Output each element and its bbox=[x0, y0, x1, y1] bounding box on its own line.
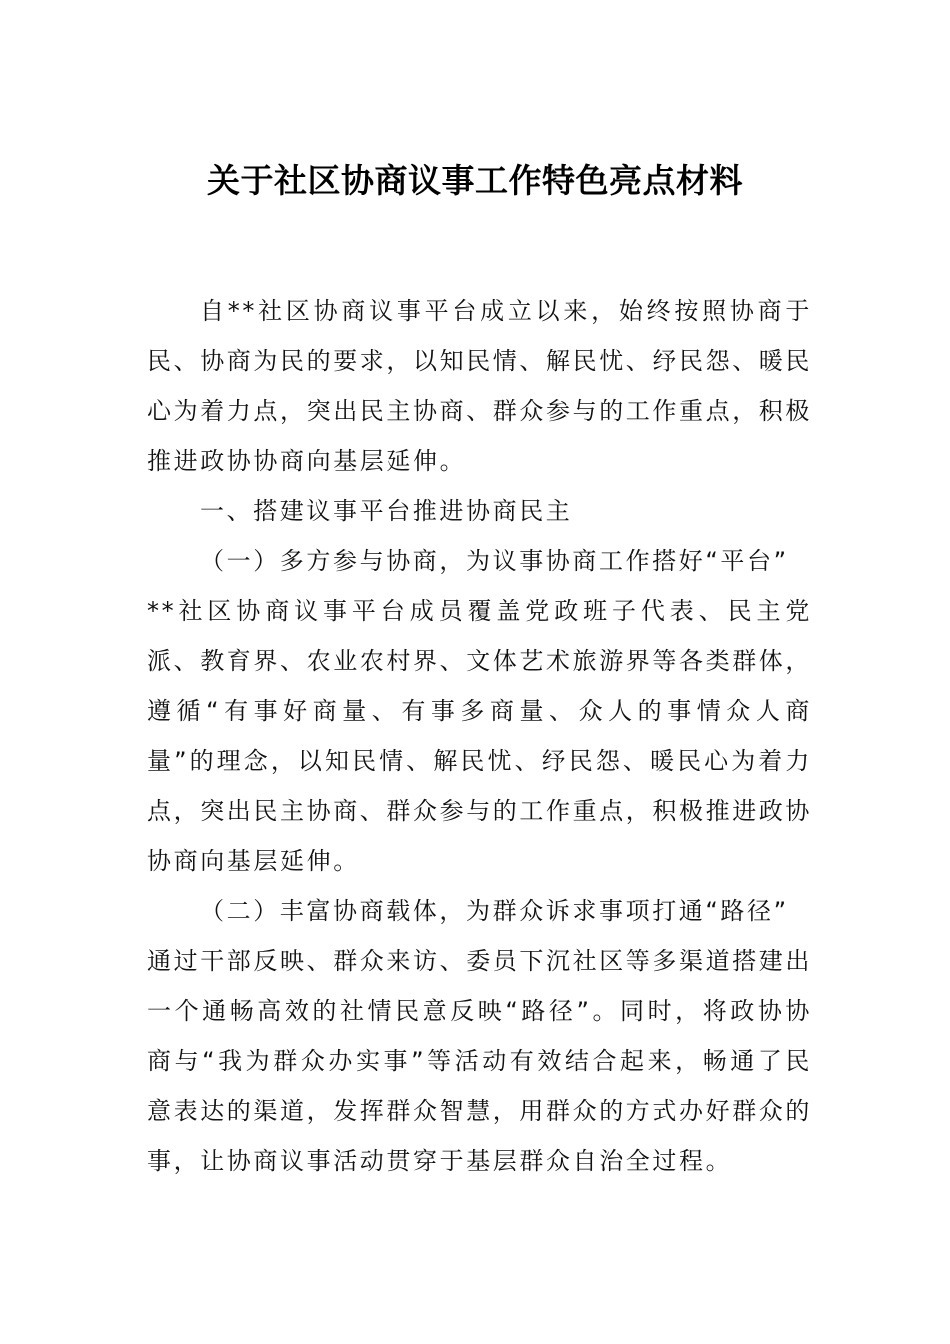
document-title: 关于社区协商议事工作特色亮点材料 bbox=[207, 161, 743, 200]
intro-paragraph: 自**社区协商议事平台成立以来，始终按照协商于民、协商为民的要求，以知民情、解民忧、纾民怨、暖民心为着力点，突出民主协商、群众参与的工作重点，积极推进政协协商向基层延伸。 bbox=[147, 297, 812, 475]
subsection-body-2: 通过干部反映、群众来访、委员下沉社区等多渠道搭建出一个通畅高效的社情民意反映“路径”。同时，将政协协商与“我为群众办实事”等活动有效结合起来，畅通了民意表达的渠道，发挥群众智慧，用群众的方式办好群众的事，让协商议事活动贯穿于基层群众自治全过程。 bbox=[147, 947, 812, 1175]
subsection-body-1: **社区协商议事平台成员覆盖党政班子代表、民主党派、教育界、农业农村界、文体艺术旅游界等各类群体，遵循“有事好商量、有事多商量、众人的事情众人商量”的理念，以知民情、解民忧、纾民怨、暖民心为着力点，突出民主协商、群众参与的工作重点，积极推进政协协商向基层延伸。 bbox=[147, 597, 812, 875]
section-heading: 一、搭建议事平台推进协商民主 bbox=[200, 497, 573, 525]
document-body bbox=[147, 286, 812, 1186]
subsection-heading-1: （一）多方参与协商，为议事协商工作搭好“平台” bbox=[200, 547, 789, 575]
subsection-heading-2: （二）丰富协商载体，为群众诉求事项打通“路径” bbox=[200, 897, 789, 925]
